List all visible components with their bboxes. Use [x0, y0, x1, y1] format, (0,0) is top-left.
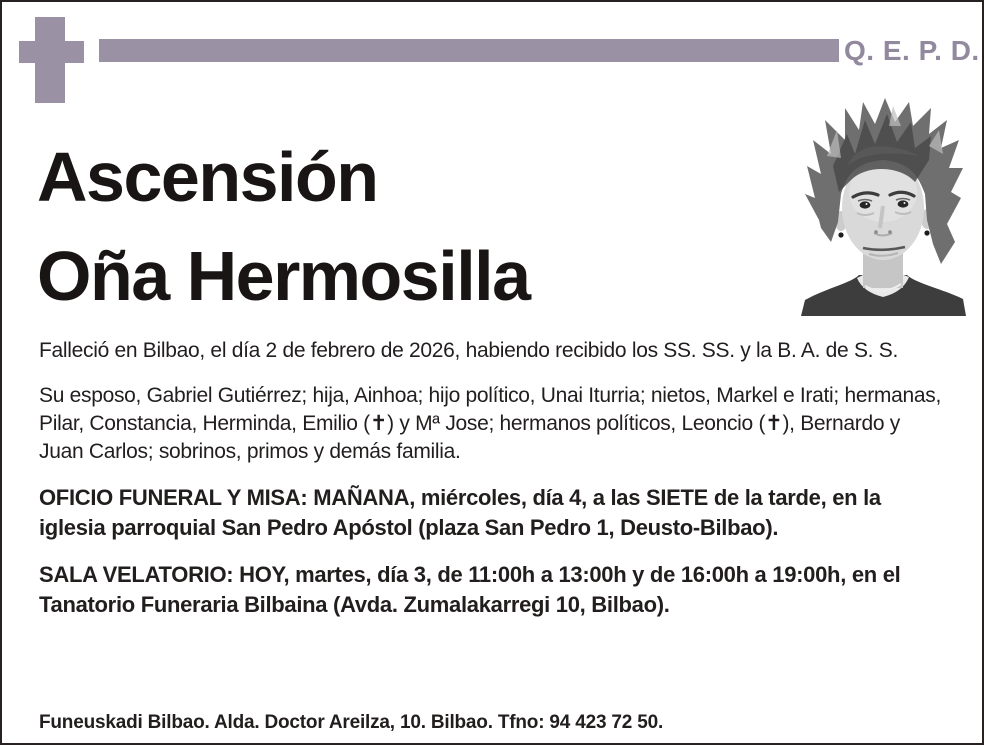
family-paragraph: Su esposo, Gabriel Gutiérrez; hija, Ainhoa; hijo político, Unai Iturria; nietos, Markel e Irati; hermanas, Pilar, Constancia, Herminda, Emilio (✝) y Mª Jose; hermanos políticos, Leoncio (✝), Bernardo y Juan Carlos; sobrinos, primos y demás familia.	[39, 384, 941, 463]
death-notice-paragraph: Falleció en Bilbao, el día 2 de febrero de 2026, habiendo recibido los SS. SS. y la B. A. de S. S.	[39, 339, 898, 362]
deceased-name-line2: Oña Hermosilla	[37, 237, 530, 315]
portrait-photo-image	[797, 96, 969, 316]
qepd-label: Q. E. P. D.	[844, 35, 980, 66]
funeral-service-paragraph: OFICIO FUNERAL Y MISA: MAÑANA, miércoles, día 4, a las SIETE de la tarde, en la iglesia parroquial San Pedro Apóstol (plaza San Pedro 1, Deusto-Bilbao).	[39, 485, 881, 540]
header-rule-bar	[99, 39, 839, 62]
wake-paragraph: SALA VELATORIO: HOY, martes, día 3, de 11:00h a 13:00h y de 16:00h a 19:00h, en el Tanatorio Funeraria Bilbaina (Avda. Zumalakarregi 10, Bilbao).	[39, 562, 901, 617]
deceased-name-line1: Ascensión	[37, 138, 378, 216]
obituary-body	[39, 337, 945, 637]
portrait-photo	[797, 96, 969, 316]
deceased-name	[37, 128, 757, 326]
funeral-home-info: Funeuskadi Bilbao. Alda. Doctor Areilza, 10. Bilbao. Tfno: 94 423 72 50.	[39, 712, 664, 733]
latin-cross-icon-horizontal	[19, 41, 84, 63]
